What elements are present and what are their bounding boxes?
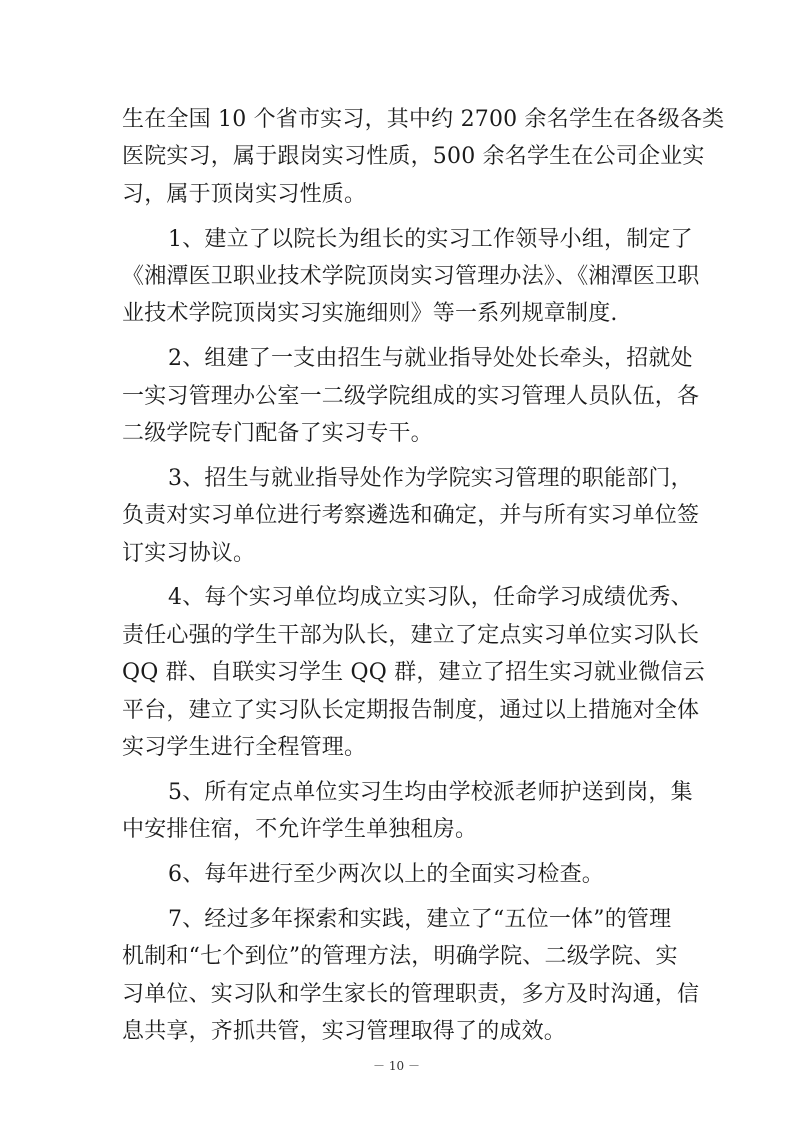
text-line: 《湘潭医卫职业技术学院顶岗实习管理办法》、《湘潭医卫职 [122,264,700,289]
text-line: 机制和“七个到位”的管理方法，明确学院、二级学院、实 [122,944,678,969]
text-line: 生在全国 10 个省市实习，其中约 2700 余名学生在各级各类 [122,107,725,132]
text-line: 习单位、实习队和学生家长的管理职责，多方及时沟通，信 [122,982,700,1007]
text-line: 中安排住宿，不允许学生单独租房。 [122,817,478,842]
text-line: 二级学院专门配备了实习专干。 [122,421,433,446]
paragraph-2-line: 2、组建了一支由招生与就业指导处处长牵头，招就处 [168,346,693,371]
paragraph-3-line: 3、招生与就业指导处作为学院实习管理的职能部门， [168,466,693,491]
text-line: 实习学生进行全程管理。 [122,735,367,760]
paragraph-5-line: 5、所有定点单位实习生均由学校派老师护送到岗，集 [168,780,693,805]
page-number: － 10 － [373,1059,420,1073]
text-line: 责任心强的学生干部为队长，建立了定点实习单位实习队长 [122,623,700,648]
paragraph-7-line: 7、经过多年探索和实践，建立了“五位一体”的管理 [168,907,672,932]
text-line: 一实习管理办公室一二级学院组成的实习管理人员队伍，各 [122,384,700,409]
text-line: 平台，建立了实习队长定期报告制度，通过以上措施对全体 [122,698,700,723]
text-line: 习，属于顶岗实习性质。 [122,182,367,207]
text-line: 息共享，齐抓共管，实习管理取得了的成效。 [122,1019,567,1044]
text-line: 业技术学院顶岗实习实施细则》等一系列规章制度. [122,301,618,326]
text-line: QQ 群、自联实习学生 QQ 群，建立了招生实习就业微信云 [122,660,705,685]
paragraph-6-line: 6、每年进行至少两次以上的全面实习检查。 [168,862,604,887]
paragraph-1-line: 1、建立了以院长为组长的实习工作领导小组，制定了 [168,227,693,252]
text-line: 订实习协议。 [122,541,256,566]
paragraph-4-line: 4、每个实习单位均成立实习队，任命学习成绩优秀、 [168,585,693,610]
text-line: 医院实习，属于跟岗实习性质，500 余名学生在公司企业实 [122,144,705,169]
text-line: 负责对实习单位进行考察遴选和确定，并与所有实习单位签 [122,503,700,528]
